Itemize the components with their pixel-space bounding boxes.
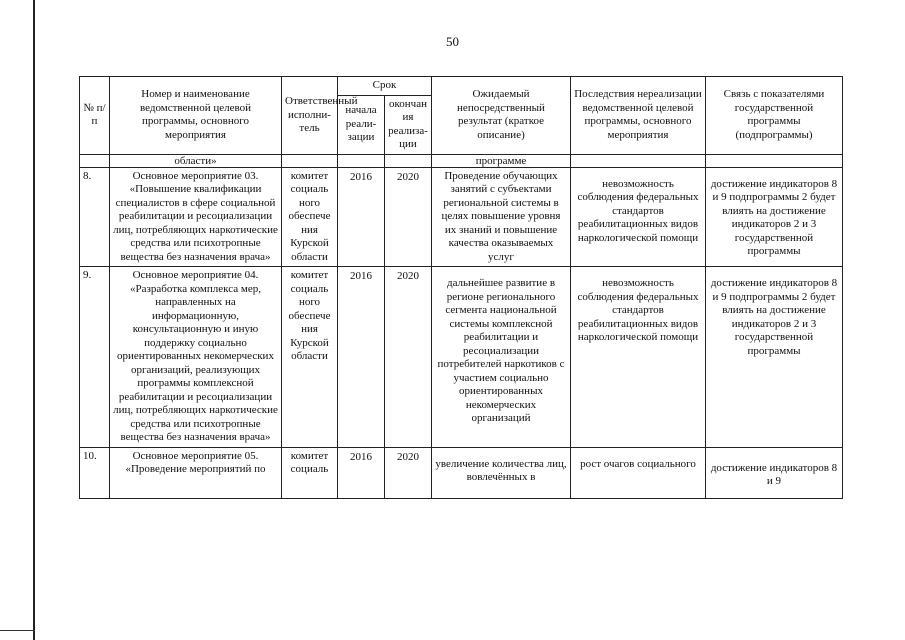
row-responsible — [282, 447, 338, 498]
continuation-result: программе — [432, 154, 571, 167]
header-name: Номер и наименование ведомственной целевой программы, основного мероприятия — [110, 77, 282, 155]
row-name-text: Основное мероприятие 05. «Проведение мероприятий по — [125, 449, 266, 475]
header-responsible: Ответственный исполни-тель — [282, 77, 338, 155]
row-consequences — [571, 447, 706, 498]
row-number: 8. — [80, 167, 110, 267]
row-link — [706, 447, 843, 498]
row-link: достижение индикаторов 8 и 9 подпрограммы 2 будет влиять на достижение индикаторов 2 и 3 государственной программы — [706, 167, 843, 267]
row-start-year: 2016 — [338, 167, 385, 267]
header-row — [80, 77, 843, 96]
header-start: начала реали-зации — [338, 95, 385, 154]
footer-mark — [0, 630, 35, 631]
row-end-year: 2020 — [385, 167, 432, 267]
row-number: 9. — [80, 267, 110, 448]
row-consequences: невозможность соблюдения федеральных стандартов реабилитационных видов наркологической помощи — [571, 267, 706, 448]
left-margin-line — [33, 0, 35, 640]
row-start-year: 2016 — [338, 267, 385, 448]
header-result: Ожидаемый непосредственный результат (краткое описание) — [432, 77, 571, 155]
row-link-text: достижение индикаторов 8 и 9 — [710, 461, 838, 487]
row-result — [432, 447, 571, 498]
row-end-year: 2020 — [385, 267, 432, 448]
header-link: Связь с показателями государственной программы (подпрограммы) — [706, 77, 843, 155]
header-term: Срок — [338, 77, 432, 96]
row-responsible: комитет социаль ного обеспече ния Курской области — [282, 267, 338, 448]
row-result-text: увеличение количества лиц, вовлечённых в — [435, 457, 567, 483]
continuation-name: области» — [110, 154, 282, 167]
header-end: окончан ия реализа-ции — [385, 95, 432, 154]
row-start-year: 2016 — [338, 447, 385, 498]
table-row — [80, 267, 843, 448]
page-number: 50 — [446, 34, 459, 49]
row-link: достижение индикаторов 8 и 9 подпрограммы 2 будет влиять на достижение индикаторов 2 и 3 государственной программы — [706, 267, 843, 448]
row-result: дальнейшее развитие в регионе регионального сегмента национальной системы комплексной реабилитации и ресоциализации потребителей наркотиков с участием социально ориентированных некомерческих организаций — [432, 267, 571, 448]
header-consequences: Последствия нереализации ведомственной целевой программы, основного мероприятия — [571, 77, 706, 155]
row-end-year: 2020 — [385, 447, 432, 498]
table-row — [80, 447, 843, 498]
row-responsible-text: комитет социаль — [290, 449, 329, 475]
row-name: Основное мероприятие 04. «Разработка комплекса мер, направленных на информационную, консультационную и иную поддержку социально ориентированных некомерческих организаций, реализующих программы комплексной реабилитации и ресоциализации лиц, потребляющих наркотические средства или психотропные вещества без назначения врача» — [110, 267, 282, 448]
row-name — [110, 447, 282, 498]
row-name: Основное мероприятие 03. «Повышение квалификации специалистов в сфере социальной реабилитации и ресоциализации лиц, потребляющих наркотические средства или психотропные вещества без назначения врача» — [110, 167, 282, 267]
row-consequences-text: рост очагов социального — [580, 457, 696, 470]
header-num: № п/п — [80, 77, 110, 155]
continuation-row — [80, 154, 843, 167]
table-row — [80, 167, 843, 267]
measures-table — [79, 76, 843, 499]
row-responsible: комитет социаль ного обеспече ния Курской области — [282, 167, 338, 267]
row-consequences: невозможность соблюдения федеральных стандартов реабилитационных видов наркологической помощи — [571, 167, 706, 267]
row-result: Проведение обучающих занятий с субъектами региональной системы в целях повышение уровня их знаний и повышение качества оказываемых услуг — [432, 167, 571, 267]
row-number: 10. — [80, 447, 110, 498]
